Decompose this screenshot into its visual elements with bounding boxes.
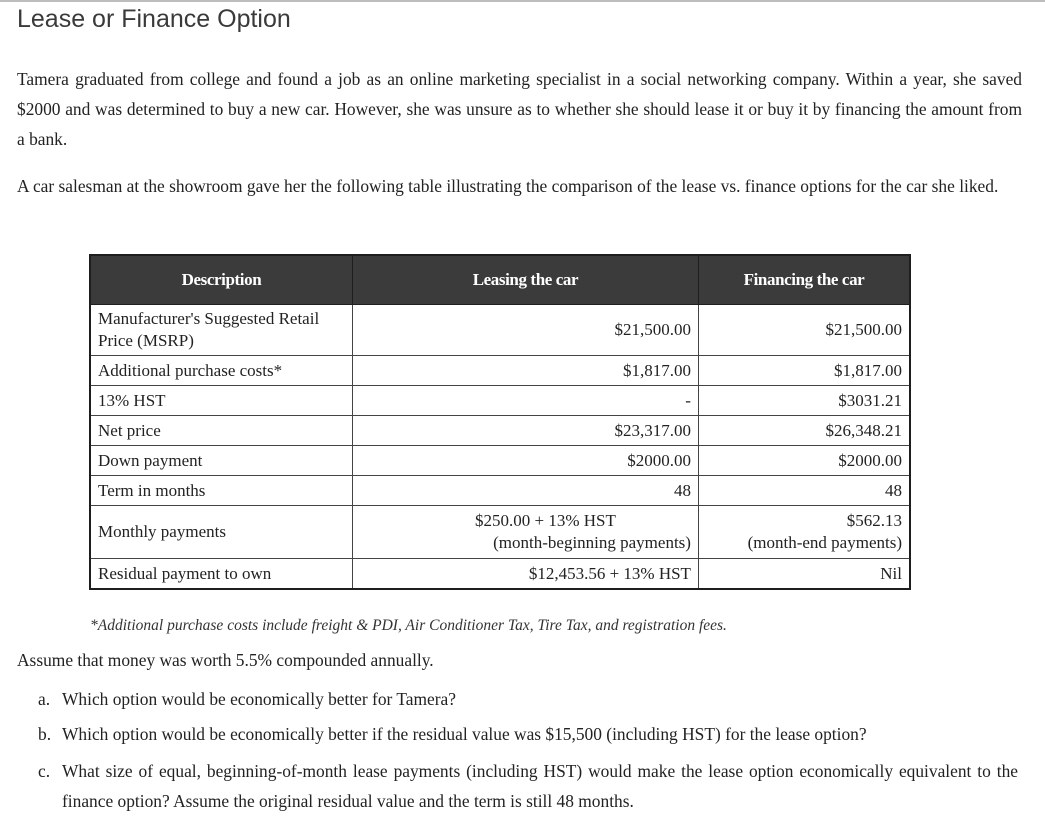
question-text: What size of equal, beginning-of-month lease payments (including HST) would make the lease option economically equivalent to the finance option? Assume the original residual value and the term is still 48 months.	[62, 761, 1018, 811]
row-finance-value: Nil	[698, 559, 910, 590]
row-finance-value	[698, 506, 910, 559]
table-row	[90, 356, 910, 386]
row-lease-value: -	[352, 386, 698, 416]
question-label: c.	[38, 761, 51, 781]
lease-monthly-amount: $250.00 + 13% HST	[474, 511, 616, 530]
page-title: Lease or Finance Option	[17, 5, 291, 33]
row-desc: Monthly payments	[90, 506, 352, 559]
row-lease-value: $23,317.00	[352, 416, 698, 446]
question-c	[38, 756, 1018, 816]
question-text: Which option would be economically better for Tamera?	[62, 689, 456, 709]
table-footnote: *Additional purchase costs include freight & PDI, Air Conditioner Tax, Tire Tax, and registration fees.	[90, 617, 727, 634]
row-lease-value: $12,453.56 + 13% HST	[352, 559, 698, 590]
assumption-text: Assume that money was worth 5.5% compounded annually.	[17, 650, 434, 670]
lease-monthly-note: (month-beginning payments)	[493, 533, 691, 552]
lease-vs-finance-table	[89, 254, 911, 590]
top-divider	[0, 0, 1045, 2]
header-financing: Financing the car	[698, 255, 910, 305]
row-desc: Additional purchase costs*	[90, 356, 352, 386]
header-description: Description	[90, 255, 352, 305]
intro-paragraph: Tamera graduated from college and found a job as an online marketing specialist in a social networking company. Within a year, she saved $2000 and was determined to buy a new car. However, she was unsure as to whether she should lease it or buy it by financing the amount from a bank.	[17, 69, 1022, 149]
row-desc: Manufacturer's Suggested Retail Price (MSRP)	[90, 305, 352, 356]
question-text: Which option would be economically better if the residual value was $15,500 (including HST) for the lease option?	[62, 724, 867, 744]
table-row	[90, 446, 910, 476]
row-desc: Term in months	[90, 476, 352, 506]
row-desc: Residual payment to own	[90, 559, 352, 590]
table-intro-paragraph: A car salesman at the showroom gave her the following table illustrating the comparison of the lease vs. finance options for the car she liked.	[17, 176, 999, 196]
row-lease-value: $1,817.00	[352, 356, 698, 386]
row-lease-value: 48	[352, 476, 698, 506]
table-row	[90, 559, 910, 590]
table-row	[90, 305, 910, 356]
finance-monthly-note: (month-end payments)	[747, 533, 902, 552]
row-finance-value: $26,348.21	[698, 416, 910, 446]
row-lease-value: $2000.00	[352, 446, 698, 476]
question-label: b.	[38, 724, 52, 744]
row-desc: Down payment	[90, 446, 352, 476]
question-a	[38, 684, 1018, 714]
question-b	[38, 719, 1018, 749]
table-row	[90, 476, 910, 506]
row-finance-value: $2000.00	[698, 446, 910, 476]
row-finance-value: 48	[698, 476, 910, 506]
header-leasing: Leasing the car	[352, 255, 698, 305]
row-desc: 13% HST	[90, 386, 352, 416]
finance-monthly-amount: $562.13	[846, 511, 902, 530]
row-lease-value: $21,500.00	[352, 305, 698, 356]
table-row	[90, 386, 910, 416]
row-finance-value: $3031.21	[698, 386, 910, 416]
row-desc: Net price	[90, 416, 352, 446]
row-lease-value	[352, 506, 698, 559]
table-row	[90, 416, 910, 446]
row-finance-value: $1,817.00	[698, 356, 910, 386]
table-row	[90, 506, 910, 559]
question-label: a.	[38, 689, 51, 709]
table-header-row	[90, 255, 910, 305]
row-finance-value: $21,500.00	[698, 305, 910, 356]
